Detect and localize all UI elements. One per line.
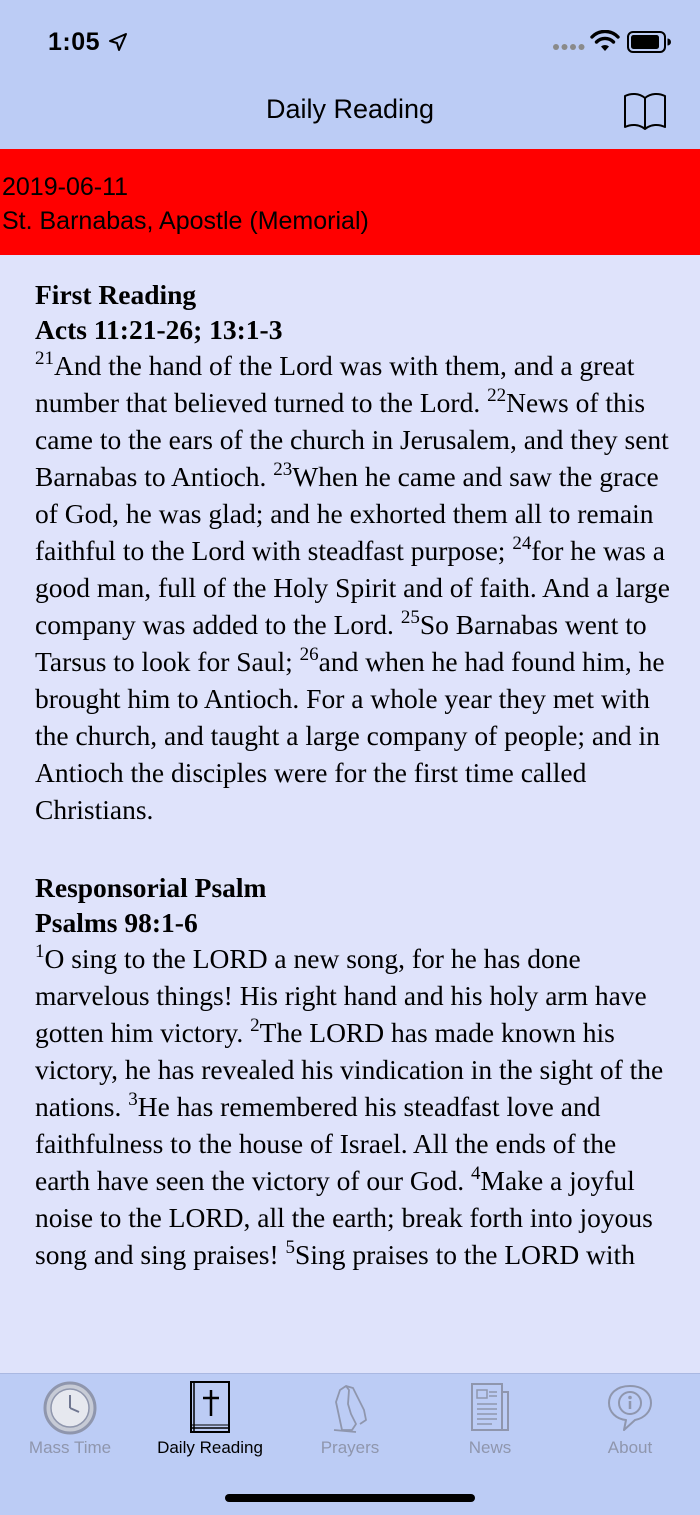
home-indicator[interactable] (225, 1494, 475, 1502)
praying-hands-icon (322, 1380, 378, 1436)
page-title: Daily Reading (265, 94, 435, 124)
status-time: 1:05 (48, 28, 101, 56)
tab-daily-reading[interactable] (140, 1374, 280, 1464)
verse-number: 1 (35, 940, 45, 962)
verse-text: Sing praises to the LORD with (295, 1239, 635, 1270)
top-bar (0, 0, 700, 149)
reading-scroll-view[interactable] (0, 255, 700, 1373)
tab-about[interactable] (560, 1374, 700, 1464)
verse-text: The LORD has made known his victory, he has revealed his vindication in the sight of the nations. (35, 1017, 664, 1122)
verse-text: for he was a good man, full of the Holy Spirit and of faith. And a large company was added to the Lord. (35, 535, 670, 640)
verse-text: He has remembered his steadfast love and faithfulness to the house of Israel. All the ends of the earth have seen the victory of our God. (35, 1091, 617, 1196)
reading-heading: First Reading (35, 279, 197, 310)
location-arrow-icon (108, 32, 128, 52)
tab-label: Prayers (320, 1438, 380, 1457)
feast-banner (0, 149, 700, 255)
verse-text: and when he had found him, he brought him to Antioch. For a whole year they met with the church, and taught a large company of people; and in Antioch the disciples were for the first time called Christians. (35, 646, 665, 825)
reading-reference: Acts 11:21-26; 13:1-3 (35, 314, 283, 345)
verse-number: 23 (273, 458, 293, 480)
feast-name: St. Barnabas, Apostle (Memorial) (2, 207, 369, 235)
battery-icon (627, 31, 671, 53)
tab-mass-time[interactable] (0, 1374, 140, 1464)
verse-number: 21 (35, 347, 54, 369)
verse-number: 24 (512, 532, 532, 554)
verse-number: 2 (250, 1014, 260, 1036)
verse-text: News of this came to the ears of the church in Jerusalem, and they sent Barnabas to Antioch. (35, 387, 669, 492)
verse-text: When he came and saw the grace of God, he was glad; and he exhorted them all to remain faithful to the Lord with steadfast purpose; (35, 461, 659, 566)
reading-heading: Responsorial Psalm (35, 872, 267, 903)
tab-label: News (468, 1438, 512, 1457)
verse-number: 22 (487, 384, 507, 406)
tab-label: About (607, 1438, 653, 1457)
verse-text: Make a joyful noise to the LORD, all the earth; break forth into joyous song and sing praises! (35, 1165, 653, 1270)
reading-date: 2019-06-11 (2, 173, 129, 201)
cellular-signal-icon (552, 42, 586, 52)
tab-prayers[interactable] (280, 1374, 420, 1464)
verse-number: 4 (471, 1162, 481, 1184)
info-icon (602, 1380, 658, 1436)
clock-icon (42, 1380, 98, 1436)
status-bar (0, 0, 700, 84)
reading-section (35, 277, 670, 828)
reading-section (35, 870, 670, 1273)
newspaper-icon (462, 1380, 518, 1436)
verse-text: And the hand of the Lord was with them, and a great number that believed turned to the Lord. (35, 350, 635, 418)
open-book-icon[interactable] (622, 90, 668, 132)
verse-number: 5 (285, 1236, 296, 1258)
tab-news[interactable] (420, 1374, 560, 1464)
verse-number: 3 (128, 1088, 138, 1110)
reading-reference: Psalms 98:1-6 (35, 907, 198, 938)
reading-text (35, 940, 670, 1273)
verse-number: 25 (400, 606, 420, 628)
reading-text (35, 347, 670, 828)
tab-label: Daily Reading (157, 1438, 263, 1457)
tab-label: Mass Time (28, 1438, 112, 1457)
verse-number: 26 (299, 643, 319, 665)
verse-text: So Barnabas went to Tarsus to look for Saul; (35, 609, 647, 677)
wifi-icon (590, 30, 620, 52)
bible-icon (182, 1380, 238, 1436)
verse-text: O sing to the LORD a new song, for he has done marvelous things! His right hand and his holy arm have gotten him victory. (35, 943, 647, 1048)
